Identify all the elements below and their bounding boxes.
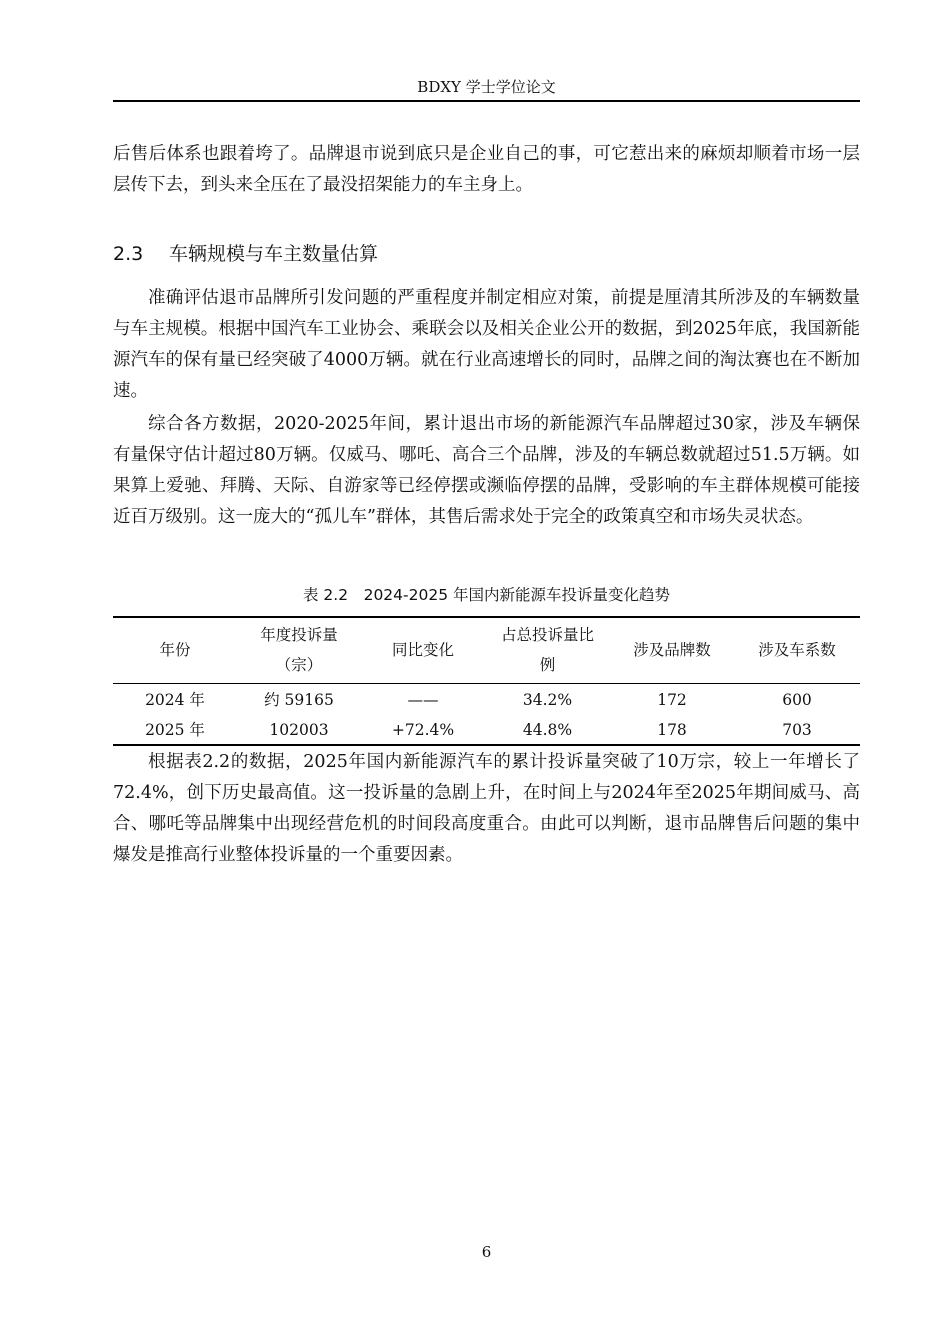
header-models: 涉及车系数 [758, 641, 836, 659]
complaints-table [113, 616, 860, 746]
cell-brands: 172 [657, 690, 687, 709]
header-share: 占总投诉量比 例 [500, 626, 594, 674]
cell-share: 34.2% [522, 690, 573, 709]
section-paragraph-2: 综合各方数据，2020-2025年间，累计退出市场的新能源汽车品牌超过30家，涉及车辆保有量保守估计超过80万辆。仅威马、哪吒、高合三个品牌，涉及的车辆总数就超过51.5万辆。如果算上爱驰、拜腾、天际、自游家等已经停摆或濒临停摆的品牌，受影响的车主群体规模可能接近百万级别。这一庞大的“孤儿车”群体，其售后需求处于完全的政策真空和市场失灵状态。 [113, 414, 860, 527]
table-row [113, 716, 860, 745]
cell-models: 600 [782, 690, 812, 709]
table-header-row [113, 617, 860, 684]
section-title-text: 车辆规模与车主数量估算 [169, 243, 379, 265]
table-caption: 表 2.2 2024-2025 年国内新能源车投诉量变化趋势 [303, 586, 670, 604]
intro-continued-paragraph: 后售后体系也跟着垮了。品牌退市说到底只是企业自己的事，可它惹出来的麻烦却顺着市场一层层传下去，到头来全压在了最没招架能力的车主身上。 [113, 144, 860, 195]
section-paragraph-3: 根据表2.2的数据，2025年国内新能源汽车的累计投诉量突破了10万宗，较上一年增长了72.4%，创下历史最高值。这一投诉量的急剧上升，在时间上与2024年至2025年期间威马、高合、哪吒等品牌集中出现经营危机的时间段高度重合。由此可以判断，退市品牌售后问题的集中爆发是推高行业整体投诉量的一个重要因素。 [113, 752, 860, 865]
cell-complaints: 102003 [269, 720, 329, 739]
page-number: 6 [481, 1243, 492, 1261]
cell-models: 703 [782, 720, 812, 739]
cell-year: 2024 年 [145, 690, 205, 709]
header-title: BDXY 学士学位论文 [417, 78, 556, 96]
section-number: 2.3 [113, 243, 144, 265]
header-complaints: 年度投诉量 （宗） [260, 626, 338, 674]
section-heading [113, 239, 378, 269]
cell-year: 2025 年 [145, 720, 205, 739]
page-header [113, 76, 860, 102]
cell-yoy: —— [407, 690, 439, 709]
cell-complaints: 约 59165 [264, 690, 334, 709]
section-paragraph-1: 准确评估退市品牌所引发问题的严重程度并制定相应对策，前提是厘清其所涉及的车辆数量与车主规模。根据中国汽车工业协会、乘联会以及相关企业公开的数据，到2025年底，我国新能源汽车的保有量已经突破了4000万辆。就在行业高速增长的同时，品牌之间的淘汰赛也在不断加速。 [113, 288, 860, 401]
header-brands: 涉及品牌数 [633, 641, 711, 659]
header-yoy: 同比变化 [391, 641, 454, 659]
cell-yoy: +72.4% [391, 720, 455, 739]
table-row [113, 684, 860, 716]
cell-share: 44.8% [522, 720, 573, 739]
cell-brands: 178 [657, 720, 687, 739]
header-year: 年份 [159, 641, 191, 659]
